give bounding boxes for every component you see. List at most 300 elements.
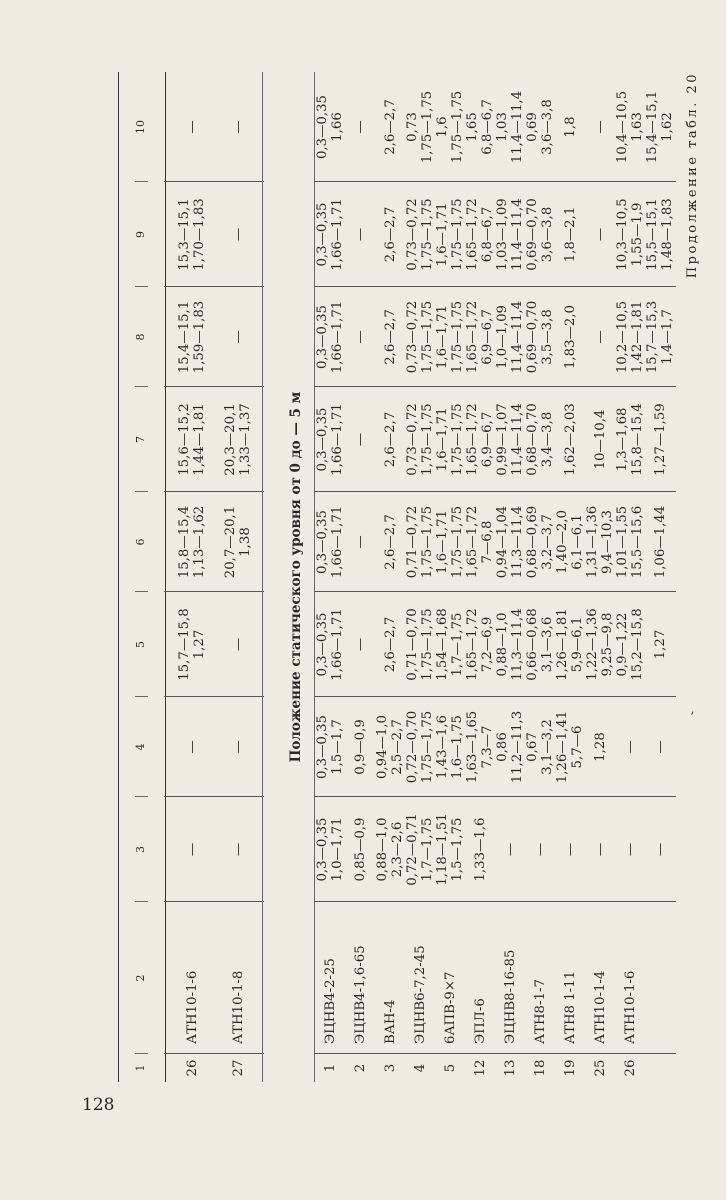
value-cell	[466, 387, 496, 492]
table-row	[466, 72, 496, 1082]
value-cell	[406, 797, 436, 902]
pump-name	[466, 902, 496, 1054]
value-text: 1,4—1,7	[660, 309, 675, 365]
pump-name	[496, 902, 526, 1054]
value-text: 15,7—15,8	[177, 608, 192, 681]
value-cell	[170, 387, 216, 492]
value-text: —	[231, 120, 246, 134]
value-text: 0,72—0,71	[405, 813, 420, 886]
column-header-4: 4	[134, 743, 147, 751]
value-cell	[646, 697, 676, 797]
value-cell	[170, 592, 216, 697]
value-cell	[436, 182, 466, 287]
value-cell	[496, 697, 526, 797]
row-number-text: 26	[185, 1059, 200, 1077]
value-cell	[316, 797, 346, 902]
value-text: 2,6—2,7	[383, 411, 398, 468]
value-cell	[316, 697, 346, 797]
row-number	[556, 1054, 586, 1082]
value-text: 11,4—11,4	[510, 300, 525, 374]
row-rule	[262, 72, 263, 1082]
value-cell	[436, 797, 466, 902]
row-number-text: 3	[383, 1063, 398, 1073]
value-text: 9,4—10,3	[600, 509, 615, 575]
value-cell	[316, 182, 346, 287]
value-cell	[556, 492, 586, 592]
value-text: 9,25—9,8	[600, 612, 615, 677]
value-text: —	[593, 227, 608, 242]
column-rule	[314, 286, 676, 287]
value-text: 11,3—11,4	[510, 505, 525, 579]
value-text: 0,86	[495, 732, 510, 762]
value-cell	[556, 697, 586, 797]
value-text: 1,6—1,71	[435, 304, 450, 370]
value-text: 0,88—1,0	[495, 612, 510, 677]
section-title: Положение статического уровня от 0 до — 5 м	[288, 391, 304, 763]
value-text: 0,3—0,35	[315, 817, 330, 882]
value-text: 1,66—1,71	[330, 505, 345, 579]
value-text: 1,27—1,59	[653, 403, 668, 476]
value-text: 3,5—3,8	[540, 309, 555, 365]
column-rule	[314, 1053, 676, 1054]
row-number	[170, 1054, 216, 1082]
value-text: 15,5—15,1	[645, 198, 660, 271]
row-number	[346, 1054, 376, 1082]
value-text: 1,7—1,75	[420, 817, 435, 882]
value-cell	[216, 697, 262, 797]
header-separator	[135, 491, 148, 492]
value-cell	[526, 492, 556, 592]
row-number	[586, 1054, 616, 1082]
value-cell	[216, 797, 262, 902]
value-text: —	[231, 227, 246, 242]
value-cell	[526, 797, 556, 902]
value-text: 1,27	[192, 629, 207, 660]
value-text: —	[353, 120, 368, 134]
pump-name-text: ВАН-4	[383, 999, 398, 1044]
value-text: 1,65	[465, 112, 480, 142]
value-text: 1,33—1,37	[238, 403, 253, 476]
value-cell	[406, 387, 436, 492]
value-text: 0,71—0,72	[405, 505, 420, 579]
value-text: 1,65—1,72	[465, 300, 480, 374]
value-text: —	[653, 740, 668, 754]
value-cell	[466, 797, 496, 902]
value-text: 11,4—11,4	[510, 90, 525, 164]
value-text: 1,75—1,75	[450, 300, 465, 374]
value-cell	[216, 182, 262, 287]
value-cell	[556, 797, 586, 902]
value-text: 1,8—2,1	[563, 206, 578, 263]
pump-name	[646, 902, 676, 1054]
value-cell	[406, 72, 436, 182]
value-cell	[376, 592, 406, 697]
value-cell	[376, 72, 406, 182]
pump-name	[216, 902, 262, 1054]
value-text: 1,65—1,72	[465, 198, 480, 271]
value-cell	[376, 797, 406, 902]
value-text: 0,9—0,9	[353, 719, 368, 775]
row-number	[526, 1054, 556, 1082]
table-row	[496, 72, 526, 1082]
row-number	[316, 1054, 346, 1082]
value-text: 1,65—1,72	[465, 505, 480, 579]
value-cell	[346, 387, 376, 492]
value-text: 1,70—1,83	[192, 198, 207, 271]
value-cell	[616, 697, 646, 797]
row-number-text: 26	[623, 1059, 638, 1077]
value-cell	[170, 72, 216, 182]
value-cell	[586, 797, 616, 902]
pump-name-text: ЭПЛ-6	[473, 998, 488, 1044]
value-text: 1,62—2,03	[563, 403, 578, 476]
value-text: 0,72—0,70	[405, 710, 420, 784]
row-number-text: 27	[231, 1059, 246, 1077]
value-text: 15,4—15,1	[645, 90, 660, 164]
value-text: 1,75—1,75	[420, 90, 435, 164]
row-number-text: 25	[593, 1059, 608, 1077]
value-text: 1,7—1,75	[450, 612, 465, 677]
value-text: 1,6—1,75	[450, 714, 465, 780]
value-text: 1,18—1,51	[435, 813, 450, 886]
value-cell	[556, 182, 586, 287]
pump-name-text: АТН10-1-6	[623, 970, 638, 1044]
value-text: 2,3—2,6	[390, 821, 405, 878]
value-text: 1,28	[593, 732, 608, 762]
value-text: 1,66—1,71	[330, 403, 345, 476]
table-row	[436, 72, 466, 1082]
value-cell	[466, 697, 496, 797]
table-row	[586, 72, 616, 1082]
value-text: 0,94—1,04	[495, 505, 510, 579]
value-text: 0,73—0,72	[405, 300, 420, 374]
value-text: 1,27	[653, 629, 668, 660]
value-text: 1,03—1,09	[495, 198, 510, 271]
table-row	[346, 72, 376, 1082]
value-cell	[346, 592, 376, 697]
value-text: 20,7—20,1	[223, 505, 238, 579]
pump-name-text: АТН8-1-7	[533, 979, 548, 1044]
header-separator	[135, 1053, 148, 1054]
value-text: 0,73—0,72	[405, 403, 420, 476]
value-cell	[406, 697, 436, 797]
value-text: 1,5—1,75	[450, 817, 465, 882]
value-cell	[496, 182, 526, 287]
value-text: 15,7—15,3	[645, 300, 660, 374]
value-text: 11,4—11,4	[510, 403, 525, 476]
header-separator	[135, 696, 148, 697]
value-cell	[646, 72, 676, 182]
value-cell	[346, 72, 376, 182]
row-number	[646, 1054, 676, 1082]
value-cell	[646, 797, 676, 902]
header-separator	[135, 386, 148, 387]
value-cell	[216, 492, 262, 592]
value-cell	[496, 387, 526, 492]
value-cell	[586, 287, 616, 387]
column-rule	[164, 901, 264, 902]
value-text: 0,73	[405, 112, 420, 142]
value-cell	[616, 287, 646, 387]
pump-name	[616, 902, 646, 1054]
value-text: 1,75—1,75	[420, 403, 435, 476]
value-text: —	[185, 740, 200, 754]
value-text: 10,2—10,5	[615, 300, 630, 374]
value-text: 1,44—1,81	[192, 403, 207, 476]
pump-name	[170, 902, 216, 1054]
value-cell	[586, 182, 616, 287]
value-text: 1,33—1,6	[473, 817, 488, 882]
value-text: 1,06—1,44	[653, 505, 668, 579]
value-text: 1,38	[238, 527, 253, 557]
value-cell	[436, 387, 466, 492]
value-text: 1,75—1,75	[420, 505, 435, 579]
value-cell	[616, 387, 646, 492]
value-text: 0,88—1,0	[375, 817, 390, 882]
value-text: 1,75—1,75	[420, 300, 435, 374]
row-number	[466, 1054, 496, 1082]
value-text: 3,4—3,8	[540, 411, 555, 468]
pump-name	[406, 902, 436, 1054]
row-number	[406, 1054, 436, 1082]
table-row	[526, 72, 556, 1082]
margin-mark: ’	[690, 710, 695, 726]
value-text: 0,69—0,70	[525, 198, 540, 271]
value-cell	[346, 797, 376, 902]
value-text: 0,3—0,35	[315, 94, 330, 160]
value-text: 0,68—0,70	[525, 403, 540, 476]
header-separator	[135, 901, 148, 902]
value-cell	[556, 592, 586, 697]
rotated-table	[118, 72, 700, 1082]
value-text: —	[353, 432, 368, 447]
value-text: 6,8—6,7	[480, 206, 495, 263]
value-text: —	[503, 842, 518, 857]
value-text: 1,6—1,71	[435, 509, 450, 575]
value-text: 1,31—1,36	[585, 505, 600, 579]
value-cell	[466, 182, 496, 287]
pump-name-text: АТН10-1-8	[231, 970, 246, 1044]
header-separator	[135, 286, 148, 287]
value-text: 1,59—1,83	[192, 300, 207, 374]
value-cell	[526, 697, 556, 797]
row-number-text: 5	[443, 1063, 458, 1073]
value-text: 1,26—1,81	[555, 608, 570, 681]
value-text: 1,3—1,68	[615, 407, 630, 472]
value-text: —	[185, 120, 200, 134]
value-text: 1,62	[660, 112, 675, 142]
value-cell	[406, 492, 436, 592]
row-number-text: 4	[413, 1063, 428, 1073]
value-cell	[216, 387, 262, 492]
value-cell	[316, 387, 346, 492]
column-rule	[164, 1053, 264, 1054]
row-number-text: 1	[323, 1063, 338, 1073]
pump-name-text: АТН10-1-4	[593, 970, 608, 1044]
value-cell	[170, 182, 216, 287]
value-cell	[526, 287, 556, 387]
value-text: 1,0—1,09	[495, 304, 510, 370]
pump-name-text: 6АПВ-9×7	[443, 971, 458, 1044]
pump-name-text: ЭЦНВ6-7,2-45	[413, 945, 428, 1044]
value-text: 1,0—1,71	[330, 817, 345, 882]
column-rule	[314, 181, 676, 182]
table-row	[170, 72, 216, 1082]
value-text: 1,42—1,81	[630, 300, 645, 374]
column-rule	[164, 591, 264, 592]
pump-name-text: ЭЦНВ4-2-25	[323, 958, 338, 1044]
value-text: 1,22—1,36	[585, 608, 600, 681]
pump-name	[586, 902, 616, 1054]
value-text: 2,6—2,7	[383, 309, 398, 365]
value-cell	[316, 592, 346, 697]
value-text: 1,66—1,71	[330, 608, 345, 681]
value-cell	[436, 287, 466, 387]
value-text: 1,48—1,83	[660, 198, 675, 271]
row-number	[376, 1054, 406, 1082]
column-rule	[164, 386, 264, 387]
value-text: 1,6—1,71	[435, 407, 450, 472]
value-text: 7—6,8	[480, 520, 495, 564]
value-cell	[216, 592, 262, 697]
value-cell	[646, 592, 676, 697]
value-text: 0,67	[525, 732, 540, 762]
value-cell	[436, 492, 466, 592]
value-text: 3,2—3,7	[540, 514, 555, 570]
value-text: 1,75—1,75	[450, 90, 465, 164]
value-text: 1,66	[330, 112, 345, 142]
value-cell	[406, 592, 436, 697]
column-rule	[314, 386, 676, 387]
value-text: 2,6—2,7	[383, 206, 398, 263]
value-text: —	[593, 120, 608, 134]
value-text: 20,3—20,1	[223, 403, 238, 476]
header-separator	[135, 181, 148, 182]
value-text: 3,1—3,6	[540, 616, 555, 673]
value-cell	[616, 72, 646, 182]
table-row	[556, 72, 586, 1082]
value-text: 2,6—2,7	[383, 514, 398, 570]
value-text: 10,3—10,5	[615, 198, 630, 271]
value-text: 0,3—0,35	[315, 202, 330, 267]
value-text: 15,2—15,8	[630, 608, 645, 681]
value-cell	[436, 592, 466, 697]
value-text: 0,9—1,22	[615, 612, 630, 677]
value-text: 6,1—6,1	[570, 514, 585, 570]
value-text: 0,69—0,70	[525, 300, 540, 374]
value-cell	[496, 797, 526, 902]
value-text: 15,8—15,4	[630, 403, 645, 476]
value-text: 3,1—3,2	[540, 719, 555, 775]
value-cell	[616, 797, 646, 902]
value-text: —	[623, 740, 638, 754]
table-row	[376, 72, 406, 1082]
value-cell	[316, 72, 346, 182]
column-rule	[164, 796, 264, 797]
value-text: 7,2—6,9	[480, 616, 495, 673]
value-text: 1,63	[630, 112, 645, 142]
value-text: 1,75—1,75	[420, 710, 435, 784]
column-header-7: 7	[134, 436, 147, 443]
value-cell	[216, 72, 262, 182]
value-cell	[170, 287, 216, 387]
value-text: 1,54—1,68	[435, 608, 450, 681]
value-cell	[616, 592, 646, 697]
value-text: 1,66—1,71	[330, 198, 345, 271]
value-cell	[406, 182, 436, 287]
value-text: 11,3—11,4	[510, 608, 525, 681]
value-text: 1,26—1,41	[555, 710, 570, 784]
value-cell	[376, 697, 406, 797]
value-text: 11,4—11,4	[510, 198, 525, 271]
table-row	[646, 72, 676, 1082]
value-text: 1,75—1,75	[450, 505, 465, 579]
value-cell	[346, 697, 376, 797]
row-number	[496, 1054, 526, 1082]
value-text: 2,6—2,7	[383, 99, 398, 155]
value-text: 3,6—3,8	[540, 206, 555, 263]
value-cell	[586, 492, 616, 592]
value-text: —	[231, 842, 246, 857]
value-text: 5,7—6	[570, 725, 585, 769]
value-text: —	[353, 535, 368, 549]
value-text: 1,65—1,72	[465, 403, 480, 476]
value-text: 0,85—0,9	[353, 817, 368, 882]
column-header-2: 2	[134, 974, 147, 982]
pump-name-text: ЭЦНВ4-1,6-65	[353, 945, 368, 1044]
value-text: 1,55—1,9	[630, 202, 645, 267]
value-cell	[376, 287, 406, 387]
row-number-text: 2	[353, 1063, 368, 1073]
value-text: 0,3—0,35	[315, 612, 330, 677]
value-cell	[586, 697, 616, 797]
value-text: 15,3—15,1	[177, 198, 192, 271]
value-text: 6,9—6,7	[480, 309, 495, 365]
value-text: 2,6—2,7	[383, 616, 398, 673]
value-text: 0,66—0,68	[525, 608, 540, 681]
value-text: —	[185, 842, 200, 857]
value-cell	[406, 287, 436, 387]
value-text: —	[623, 842, 638, 857]
row-number-text: 12	[473, 1059, 488, 1077]
value-cell	[216, 287, 262, 387]
pump-name-text: ЭЦНВ8-16-85	[503, 949, 518, 1044]
value-text: —	[653, 842, 668, 857]
value-cell	[616, 182, 646, 287]
value-cell	[316, 492, 346, 592]
row-number	[216, 1054, 262, 1082]
value-text: —	[231, 330, 246, 344]
table-row	[406, 72, 436, 1082]
value-cell	[526, 387, 556, 492]
value-cell	[616, 492, 646, 592]
value-text: 3,6—3,8	[540, 99, 555, 155]
value-text: 15,4—15,1	[177, 300, 192, 374]
value-cell	[586, 387, 616, 492]
value-text: 1,43—1,6	[435, 714, 450, 780]
value-cell	[526, 72, 556, 182]
value-cell	[646, 492, 676, 592]
value-cell	[556, 287, 586, 387]
value-cell	[316, 287, 346, 387]
value-text: 1,40—2,0	[555, 509, 570, 575]
row-number-text: 19	[563, 1059, 578, 1077]
value-cell	[496, 72, 526, 182]
value-text: 1,6	[435, 116, 450, 138]
value-text: 11,2—11,3	[510, 710, 525, 784]
value-text: 1,5—1,7	[330, 719, 345, 775]
value-cell	[496, 492, 526, 592]
